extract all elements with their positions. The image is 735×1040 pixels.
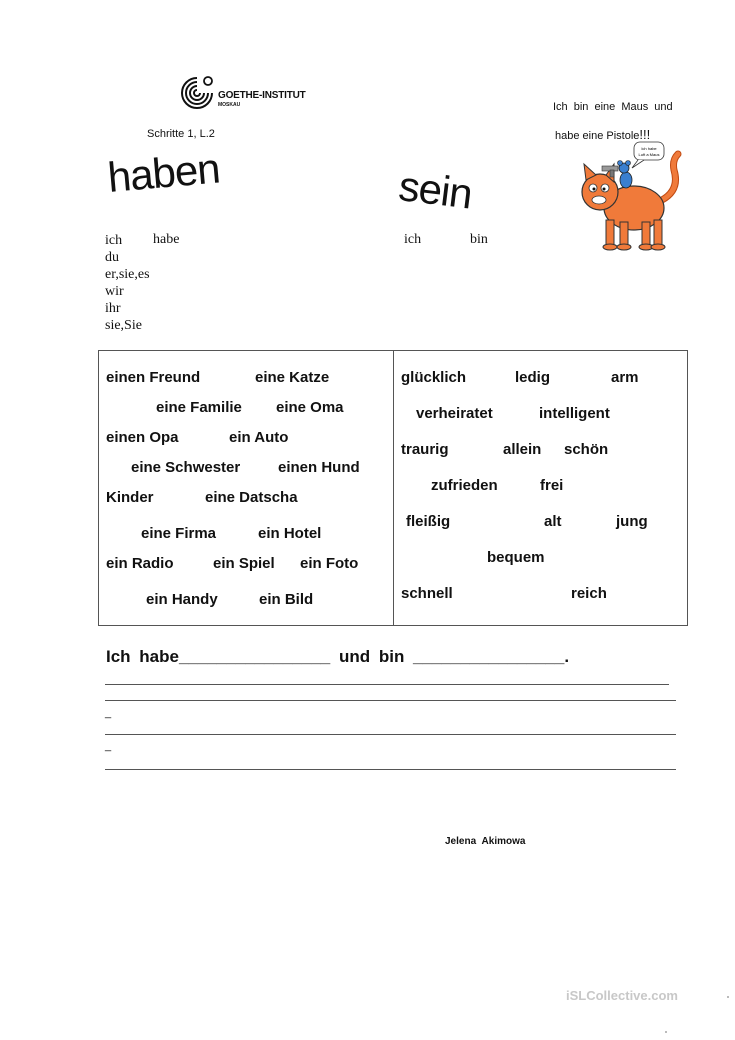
haben-ich-form: habe xyxy=(153,232,180,247)
sein-title: sein xyxy=(396,162,475,218)
haben-word: ein Radio xyxy=(106,555,174,572)
haben-word: eine Schwester xyxy=(131,459,241,476)
sein-word: arm xyxy=(611,369,639,386)
haben-word: eine Familie xyxy=(156,399,242,416)
lesson-label: Schritte 1, L.2 xyxy=(147,128,215,140)
haben-word: eine Oma xyxy=(276,399,344,416)
watermark: iSLCollective.com xyxy=(566,988,678,1003)
haben-word: ein Auto xyxy=(229,429,289,446)
haben-word: einen Hund xyxy=(278,459,360,476)
sein-word: traurig xyxy=(401,441,449,458)
sein-word: bequem xyxy=(487,549,545,566)
pronoun-ihr: ihr xyxy=(105,301,121,316)
sein-word: jung xyxy=(616,513,648,530)
pronoun-du: du xyxy=(105,250,119,265)
haben-title: haben xyxy=(105,144,222,202)
sein-word: zufrieden xyxy=(431,477,498,494)
scan-dot xyxy=(727,996,729,998)
writing-line xyxy=(105,769,676,770)
sein-word: ledig xyxy=(515,369,551,386)
haben-word: eine Katze xyxy=(255,369,330,386)
mouse-quote-line1: Ich bin eine Maus und xyxy=(553,101,673,113)
exercise-sentence: Ich habe________________ und bin ________________. xyxy=(106,647,570,666)
haben-word: ein Spiel xyxy=(213,555,275,572)
goethe-logo-icon xyxy=(178,74,216,112)
haben-word: ein Bild xyxy=(259,591,314,608)
pronoun-list xyxy=(105,232,150,334)
sein-word: reich xyxy=(571,585,607,602)
sein-word: schnell xyxy=(401,585,453,602)
cat-mouse-illustration xyxy=(576,140,684,254)
sein-word: allein xyxy=(503,441,542,458)
haben-word: ein Handy xyxy=(146,591,218,608)
haben-word: ein Foto xyxy=(300,555,359,572)
author-name: Jelena Akimowa xyxy=(445,836,526,847)
sein-ich-form: bin xyxy=(470,232,488,247)
writing-line xyxy=(105,684,669,685)
logo-city: MOSKAU xyxy=(218,102,241,108)
logo-name: GOETHE-INSTITUT xyxy=(218,90,306,101)
scan-dot xyxy=(665,1031,667,1033)
sein-word: frei xyxy=(540,477,564,494)
mouse-quote-text: habe eine Pistole xyxy=(555,130,640,142)
haben-word: einen Opa xyxy=(106,429,179,446)
sein-word: verheiratet xyxy=(416,405,493,422)
sein-word: intelligent xyxy=(539,405,610,422)
word-box-divider xyxy=(393,350,394,626)
svg-text:Ich habe: Ich habe xyxy=(641,146,657,151)
writing-dash: _ xyxy=(105,740,112,752)
pronoun-er-sie-es: er,sie,es xyxy=(105,267,150,282)
cat-icon xyxy=(576,140,684,254)
pronoun-sie-Sie: sie,Sie xyxy=(105,318,142,333)
mouse-quote-exclaim: !!! xyxy=(639,127,651,142)
haben-word: einen Freund xyxy=(106,369,201,386)
svg-text:Luft a Maus: Luft a Maus xyxy=(638,152,660,157)
pronoun-wir: wir xyxy=(105,284,124,299)
sein-word: glücklich xyxy=(401,369,467,386)
haben-word: eine Datscha xyxy=(205,489,298,506)
writing-line xyxy=(105,734,676,735)
goethe-institut-logo xyxy=(178,74,306,114)
haben-word: Kinder xyxy=(106,489,154,506)
sein-word: fleißig xyxy=(406,513,451,530)
writing-line xyxy=(105,700,676,701)
sein-word: schön xyxy=(564,441,609,458)
haben-word: ein Hotel xyxy=(258,525,322,542)
sein-word: alt xyxy=(544,513,562,530)
sein-pronoun-ich: ich xyxy=(404,232,422,247)
writing-dash: _ xyxy=(105,707,112,719)
haben-word: eine Firma xyxy=(141,525,217,542)
pronoun-ich: ich xyxy=(105,233,123,248)
